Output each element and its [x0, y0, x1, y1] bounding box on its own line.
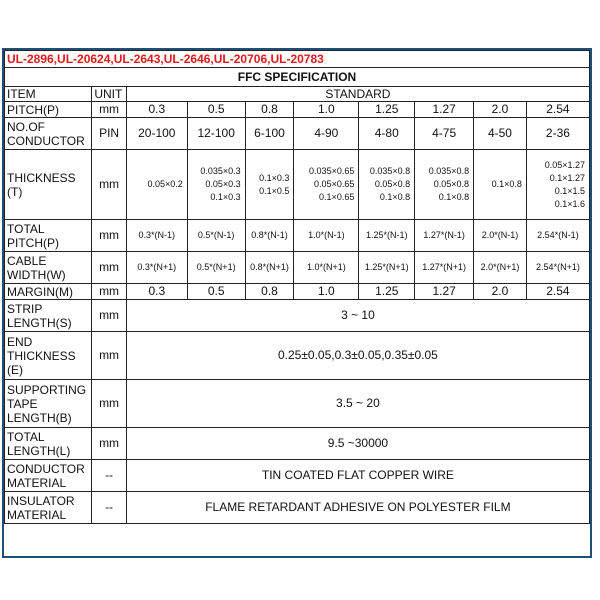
strip-unit: mm [92, 300, 127, 332]
table-row [5, 118, 590, 150]
thickness-value: 0.1×0.3 [210, 192, 241, 202]
total_pitch-cell: 0.5*(N-1) [187, 220, 245, 252]
margin-cell: 1.0 [294, 284, 359, 300]
ul-standards-header: UL-2896,UL-20624,UL-2643,UL-2646,UL-20706,UL-20783 [5, 51, 590, 68]
strip-label: STRIP LENGTH(S) [5, 300, 92, 332]
thickness-value: 0.1×0.3 [259, 172, 290, 183]
pitch-cell: 2.0 [474, 102, 527, 118]
conductor_material-label: CONDUCTOR MATERIAL [5, 460, 92, 492]
conductor-cell: 4-75 [415, 118, 474, 150]
total_pitch-cell: 1.0*(N-1) [294, 220, 359, 252]
cable_width-cell: 2.0*(N+1) [474, 252, 527, 284]
thickness-cell [359, 150, 415, 220]
ffc-spec-table [4, 50, 590, 524]
thickness-value: 0.1×0.8 [379, 192, 411, 202]
thickness-value: 0.1×1.27 [549, 172, 585, 183]
table-row [5, 492, 590, 524]
conductor_material-unit: -- [92, 460, 127, 492]
thickness-value: 0.035×0.3 [200, 166, 241, 176]
conductor-cell: 4-50 [474, 118, 527, 150]
supporting_tape-label: SUPPORTING TAPE LENGTH(B) [5, 380, 92, 428]
margin-cell: 2.0 [474, 284, 527, 300]
table-row [5, 252, 590, 284]
conductor-cell: 12-100 [187, 118, 245, 150]
strip-value: 3 ~ 10 [126, 300, 589, 332]
thickness-value: 0.1×0.8 [438, 192, 470, 202]
conductor_material-value: TIN COATED FLAT COPPER WIRE [126, 460, 589, 492]
total_pitch-cell: 0.3*(N-1) [126, 220, 187, 252]
supporting_tape-unit: mm [92, 380, 127, 428]
margin-cell: 1.25 [359, 284, 415, 300]
table-row [5, 284, 590, 300]
margin-cell: 0.5 [187, 284, 245, 300]
total_length-value: 9.5 ~30000 [126, 428, 589, 460]
pitch-cell: 1.0 [294, 102, 359, 118]
margin-cell: 0.3 [126, 284, 187, 300]
thickness-cell [474, 150, 527, 220]
total_pitch-label: TOTAL PITCH(P) [5, 220, 92, 252]
table-row [5, 428, 590, 460]
thickness-unit: mm [92, 150, 127, 220]
cable_width-label: CABLE WIDTH(W) [5, 252, 92, 284]
thickness-label: THICKNESS (T) [5, 150, 92, 220]
thickness-cell [294, 150, 359, 220]
total_pitch-cell: 0.8*(N-1) [245, 220, 294, 252]
conductor-unit: PIN [92, 118, 127, 150]
thickness-value: 0.1×0.8 [491, 179, 522, 189]
thickness-value: 0.035×0.8 [369, 166, 411, 176]
cable_width-unit: mm [92, 252, 127, 284]
conductor-cell: 6-100 [245, 118, 294, 150]
insulator_material-value: FLAME RETARDANT ADHESIVE ON POLYESTER FILM [126, 492, 589, 524]
thickness-value: 0.1×0.5 [259, 185, 290, 196]
margin-cell: 1.27 [415, 284, 474, 300]
total_pitch-cell: 2.54*(N-1) [526, 220, 589, 252]
conductor-cell: 4-80 [359, 118, 415, 150]
total_length-unit: mm [92, 428, 127, 460]
pitch-cell: 0.5 [187, 102, 245, 118]
thickness-value: 0.035×0.8 [428, 166, 470, 176]
thickness-value: 0.1×1.5 [554, 185, 585, 196]
conductor-cell: 2-36 [526, 118, 589, 150]
total_pitch-cell: 1.27*(N-1) [415, 220, 474, 252]
cable_width-cell: 0.3*(N+1) [126, 252, 187, 284]
pitch-cell: 1.27 [415, 102, 474, 118]
margin-cell: 0.8 [245, 284, 294, 300]
table-row [5, 300, 590, 332]
margin-cell: 2.54 [526, 284, 589, 300]
pitch-cell: 1.25 [359, 102, 415, 118]
cable_width-cell: 1.0*(N+1) [294, 252, 359, 284]
column-header-item: ITEM [5, 87, 92, 102]
thickness-value: 0.1×0.65 [319, 192, 355, 202]
conductor-label: NO.OF CONDUCTOR [5, 118, 92, 150]
pitch-label: PITCH(P) [5, 102, 92, 118]
pitch-unit: mm [92, 102, 127, 118]
insulator_material-unit: -- [92, 492, 127, 524]
thickness-value: 0.05×0.2 [147, 179, 183, 189]
table-row [5, 460, 590, 492]
table-row [5, 102, 590, 118]
margin-unit: mm [92, 284, 127, 300]
table-row [5, 150, 590, 220]
thickness-value: 0.05×0.3 [205, 179, 241, 189]
conductor-cell: 20-100 [126, 118, 187, 150]
supporting_tape-value: 3.5 ~ 20 [126, 380, 589, 428]
end_thickness-label: END THICKNESS (E) [5, 332, 92, 380]
cable_width-cell: 1.27*(N+1) [415, 252, 474, 284]
table-row [5, 332, 590, 380]
thickness-cell [526, 150, 589, 220]
total_pitch-cell: 2.0*(N-1) [474, 220, 527, 252]
thickness-cell [187, 150, 245, 220]
cable_width-cell: 2.54*(N+1) [526, 252, 589, 284]
total_length-label: TOTAL LENGTH(L) [5, 428, 92, 460]
thickness-cell [415, 150, 474, 220]
conductor-cell: 4-90 [294, 118, 359, 150]
cable_width-cell: 0.8*(N+1) [245, 252, 294, 284]
table-title: FFC SPECIFICATION [5, 68, 590, 87]
pitch-cell: 0.3 [126, 102, 187, 118]
thickness-value: 0.05×1.27 [544, 159, 585, 170]
cable_width-cell: 0.5*(N+1) [187, 252, 245, 284]
table-row [5, 220, 590, 252]
pitch-cell: 0.8 [245, 102, 294, 118]
column-header-unit: UNIT [92, 87, 127, 102]
column-header-standard: STANDARD [126, 87, 589, 102]
pitch-cell: 2.54 [526, 102, 589, 118]
thickness-value: 0.05×0.65 [314, 179, 355, 189]
table-row [5, 380, 590, 428]
margin-label: MARGIN(M) [5, 284, 92, 300]
thickness-cell [126, 150, 187, 220]
cable_width-cell: 1.25*(N+1) [359, 252, 415, 284]
thickness-value: 0.1×1.6 [554, 198, 585, 209]
spec-table-frame [2, 48, 592, 558]
end_thickness-value: 0.25±0.05,0.3±0.05,0.35±0.05 [126, 332, 589, 380]
total_pitch-unit: mm [92, 220, 127, 252]
insulator_material-label: INSULATOR MATERIAL [5, 492, 92, 524]
thickness-value: 0.05×0.8 [433, 179, 470, 189]
end_thickness-unit: mm [92, 332, 127, 380]
thickness-value: 0.05×0.8 [374, 179, 411, 189]
total_pitch-cell: 1.25*(N-1) [359, 220, 415, 252]
thickness-value: 0.035×0.65 [309, 166, 355, 176]
thickness-cell [245, 150, 294, 220]
